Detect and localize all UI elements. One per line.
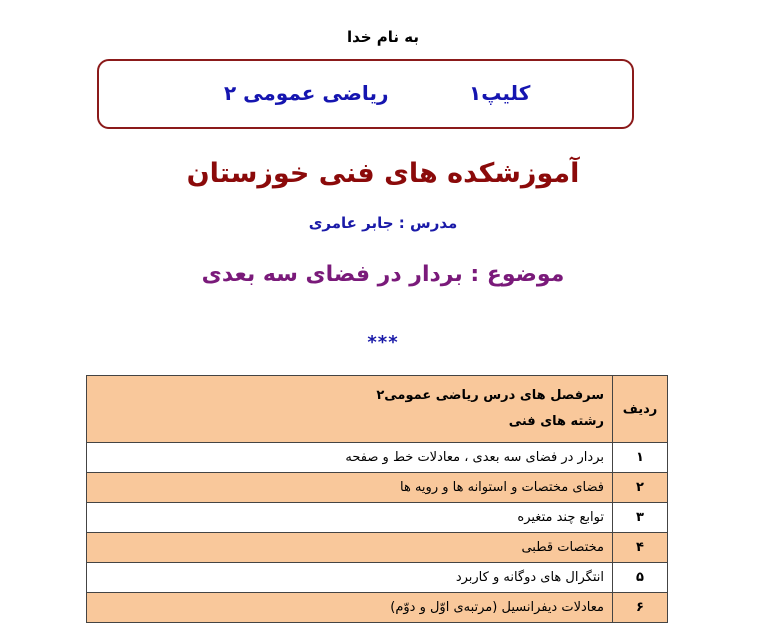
row-number: ۳ (613, 503, 668, 533)
row-number: ۱ (613, 443, 668, 473)
row-topic: بردار در فضای سه بعدی ، معادلات خط و صفحه (87, 443, 613, 473)
bismillah-heading: به نام خدا (346, 28, 420, 46)
institution-title: آموزشکده های فنی خوزستان (186, 158, 580, 189)
table-header-row (87, 376, 668, 443)
row-number: ۴ (613, 533, 668, 563)
table-row (87, 563, 668, 593)
separator-stars: *** (367, 332, 399, 353)
topics-header (87, 376, 613, 443)
row-number: ۲ (613, 473, 668, 503)
row-topic: انتگرال های دوگانه و کاربرد (87, 563, 613, 593)
row-topic: مختصات قطبی (87, 533, 613, 563)
row-topic: معادلات دیفرانسیل (مرتبه‌ی اوّل و دوّم) (87, 593, 613, 623)
table-row (87, 443, 668, 473)
topics-header-line2: رشته های فنی (508, 414, 604, 429)
row-number: ۵ (613, 563, 668, 593)
row-topic: فضای مختصات و استوانه ها و رویه ها (87, 473, 613, 503)
row-topic: توابع چند متغیره (87, 503, 613, 533)
table-row (87, 593, 668, 623)
table-row (87, 473, 668, 503)
topic-title: موضوع : بردار در فضای سه بعدی (201, 262, 565, 287)
course-name: ریاضی عمومی ۲ (224, 81, 389, 105)
syllabus-table (86, 375, 668, 623)
row-number-header: ردیف (613, 376, 668, 443)
row-number: ۶ (613, 593, 668, 623)
topics-header-line1: سرفصل های درس ریاضی عمومی۲ (376, 388, 604, 403)
course-info-box (97, 59, 634, 129)
teacher-name: مدرس : جابر عامری (308, 214, 458, 232)
table-row (87, 533, 668, 563)
table-row (87, 503, 668, 533)
clip-label: کلیپ۱ (469, 81, 531, 105)
